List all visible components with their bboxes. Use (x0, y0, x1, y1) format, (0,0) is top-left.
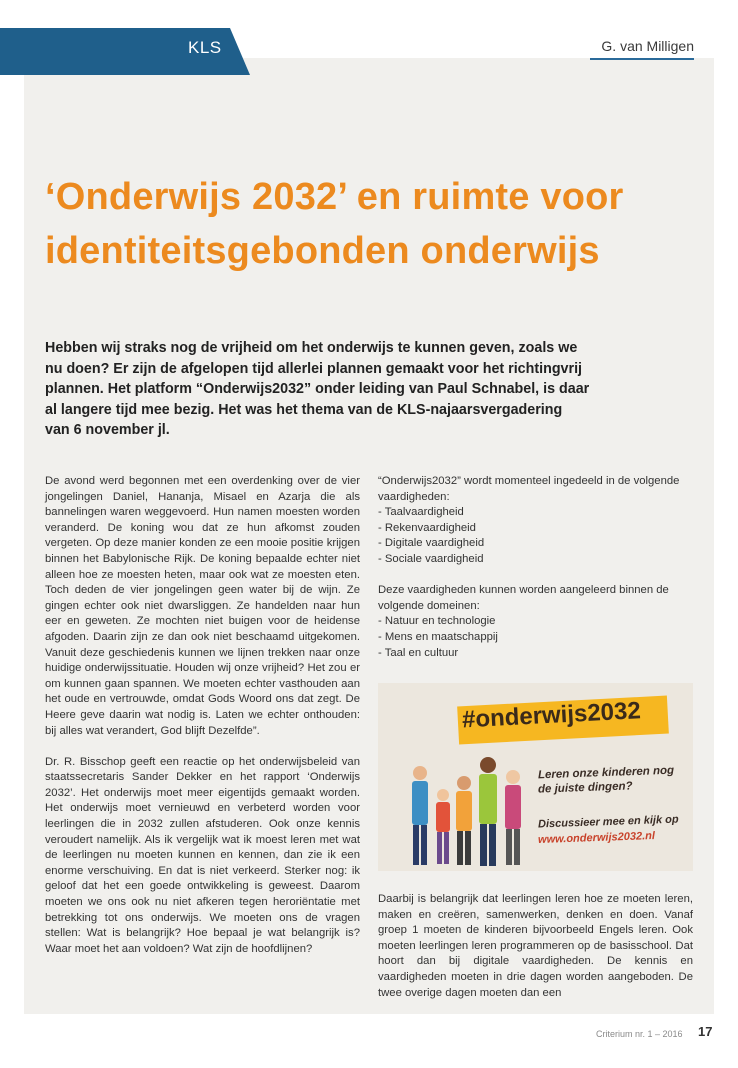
intro-lead (45, 338, 615, 441)
left-column (45, 474, 360, 957)
body-paragraph: Dr. R. Bisschop geeft een reactie op het onderwijsbeleid van staatssecretaris Sander Dekker en het rapport ‘Onderwijs 2032’. Het onderwijs moet meer eigentijds gemaakt worden. Het onderwijs moet vernieuwd en verbeterd worden voor leerlingen die in 2032 zullen afstuderen. Ook onze kennis veroudert namelijk. Als ik vergelijk wat ik moest leren met wat de leerlingen nu moeten kunnen en kennen, dan zie ik een enorme verschuiving. En dat is niet verkeerd. Sterker nog: ik geloof dat het een goede ontwikkeling is geweest. Daarom moeten we ons ook nu niet afkeren tegen heroriëntatie met betrekking tot ons onderwijs. We moeten ons de vragen stellen: Wat is belangrijk? Hoe bepaal je wat belangrijk is? Waar moet het aan voldoen? Wat zijn de hoofdlijnen? (45, 755, 360, 955)
list-item: - Natuur en technologie (378, 615, 496, 628)
list-item: - Taalvaardigheid (378, 506, 464, 519)
intro-line: al langere tijd mee bezig. Het was het thema van de KLS-najaarsvergadering (45, 401, 563, 418)
promo-question-line-1: Leren onze kinderen nog (537, 764, 675, 782)
promo-discuss-text: Discussieer mee en kijk op (537, 813, 679, 831)
onderwijs2032-promo-image (378, 683, 693, 871)
list-item: - Mens en maatschappij (378, 630, 498, 643)
page-number: 17 (698, 1024, 713, 1039)
intro-line: plannen. Het platform “Onderwijs2032” onder leiding van Paul Schnabel, is daar (45, 381, 590, 397)
list-item: - Taal en cultuur (378, 646, 459, 659)
section-label: KLS (188, 38, 222, 57)
intro-line: Hebben wij straks nog de vrijheid om het onderwijs te kunnen geven, zoals we (45, 340, 578, 356)
body-paragraph: Daarbij is belangrijk dat leerlingen leren hoe ze moeten leren, maken en creëren, samenwerken, denken en doen. Vanaf groep 1 moeten de kinderen bijvoorbeeld Engels leren. Ook moeten leerlingen leren programmeren op de basisschool. Dat hoort dan bij digitale vaardigheden. De kennis en vaardigheden moeten in drie dagen worden aangeboden. De twee overige dagen moeten dan een (378, 893, 693, 999)
article-title (45, 170, 705, 278)
list-item: - Sociale vaardigheid (378, 552, 484, 565)
title-line-2: identiteitsgebonden onderwijs (45, 230, 600, 272)
author-name: G. van Milligen (601, 38, 694, 54)
promo-url: www.onderwijs2032.nl (537, 829, 656, 847)
right-column-continued (378, 892, 693, 1001)
intro-line: nu doen? Er zijn de afgelopen tijd allerlei plannen gemaakt voor het richtingvrij (45, 360, 583, 377)
footer-source: Criterium nr. 1 – 2016 (596, 1029, 683, 1039)
intro-line: van 6 november jl. (45, 422, 170, 438)
promo-hashtag: #onderwijs2032 (461, 697, 642, 734)
people-illustration (398, 753, 538, 871)
skills-intro: “Onderwijs2032” wordt momenteel ingedeeld in de volgende vaardigheden: (378, 475, 680, 503)
promo-question-line-2: de juiste dingen? (537, 780, 633, 796)
title-line-1: ‘Onderwijs 2032’ en ruimte voor (45, 176, 624, 218)
author-underline (590, 58, 694, 60)
domains-intro: Deze vaardigheden kunnen worden aangeleerd binnen de volgende domeinen: (378, 584, 669, 612)
list-item: - Digitale vaardigheid (378, 537, 485, 550)
list-item: - Rekenvaardigheid (378, 521, 476, 534)
body-paragraph: De avond werd begonnen met een overdenking over de vier jongelingen Daniel, Hananja, Misael en Azarja die als bannelingen waren weggevoerd. Hun namen moesten worden veranderd. De koning wou dat ze hun afkomst zouden vergeten. Op deze manier konden ze een mooie positie krijgen binnen het Babylonische Rijk. De koning bepaalde echter niet alleen hoe ze moesten heten, maar ook wat ze moesten eten. Toch deden de vier jongelingen geen water bij de wijn. Ze gingen echter ook niet dwarsliggen. Ze handelden naar hun eer en geweten. Ze mochten niet buigen voor de heidense afgoden. Daarin zijn ze dan ook niet beschaamd uitgekomen. Vanuit deze geschiedenis kunnen we lijnen trekken naar onze huidige onderwijssituatie. Houden wij onze vrijheid? Het zou er om kunnen gaan spannen. We moeten echter vasthouden aan het oude en vertrouwde, omdat Gods Woord ons dat zegt. De Heere geve daarin wat nodig is. Laten we echter onthouden: bij alles wat verandert, God blijft Dezelfde”. (45, 475, 360, 737)
right-column (378, 474, 693, 661)
